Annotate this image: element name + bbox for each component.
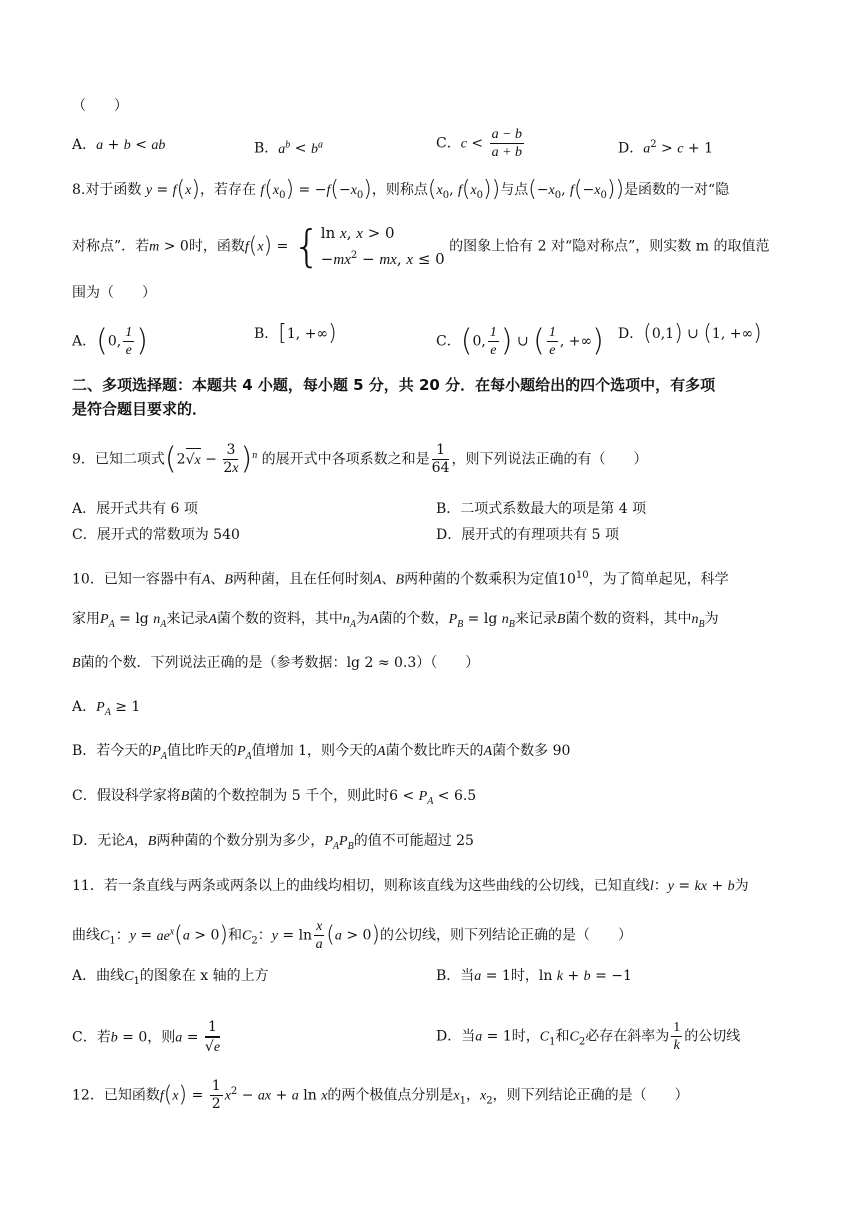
section-heading: 二、多项选择题：本题共 4 小题，每小题 5 分，共 20 分．在每小题给出的四个选项中，有多项 是符合题目要求的． xyxy=(72,376,716,418)
q8-option-d[interactable]: D．(0,1) ∪ (1, +∞) xyxy=(618,321,762,346)
q10-line-2: 家用$P_A = \lg n_A$来记录A菌个数的资料，其中$n_A$为A菌的个数，$P_B = \lg n_B$来记录B菌个数的资料，其中$n_B$为 xyxy=(72,611,719,630)
q7-option-b[interactable]: B．$a^b < b^a$ xyxy=(254,139,323,157)
q11-line-1: 11．若一条直线与两条或两条以上的曲线均相切，则称该直线为这些曲线的公切线，已知直线l：y = kx + b为 xyxy=(72,878,749,894)
q11-option-a[interactable]: A．曲线$C_1$的图象在 x 轴的上方 xyxy=(72,968,269,987)
q10-option-c[interactable]: C．假设科学家将B菌的个数控制为 5 千个，则此时$6 < P_A < 6.5$ xyxy=(72,788,477,807)
q7-option-d[interactable]: D．$a^2 > c + 1$ xyxy=(618,139,714,157)
q8-line-2: 对称点”．若m > 0时，函数f(x) = { ln x, x > 0 $-mx^2$ − mx, x ≤ 0 的图象上恰有 2 对“隐对称点”，则实数 m 的取值范 xyxy=(72,220,770,272)
q9-option-a[interactable]: A．展开式共有 6 项 xyxy=(72,501,198,517)
q10-option-d[interactable]: D．无论A，B两种菌的个数分别为多少，$P_AP_B$的值不可能超过 25 xyxy=(72,833,474,852)
q8-line-3: 围为（ ） xyxy=(72,285,156,301)
q9-option-b[interactable]: B．二项式系数最大的项是第 4 项 xyxy=(436,501,647,517)
q8-line-1: 8.对于函数 y = f(x)，若存在 $f(x_0) = -f(-x_0)$，则称点($x_0$, $f(x_0)$)与点($-x_0$, $f(-x_0)$)是函数的一对“隐 xyxy=(72,177,730,202)
q12-stem: 12．已知函数f(x) = $\frac{1}{2}$ $x^2$ − ax + a ln x的两个极值点分别是$x_1$，$x_2$，则下列结论正确的是（ ） xyxy=(72,1078,689,1112)
q7-option-a[interactable]: A．a + b < ab xyxy=(72,137,166,153)
q8-option-a[interactable]: A．(0, $\frac{1}{e}$ ) xyxy=(72,323,148,359)
fraction: $\frac{a - b}{a + b}$ xyxy=(491,127,523,160)
q11-line-2: 曲线$C_1$：$y = ae^x(a > 0)$和$C_2$：y = ln $\frac{x}{a}$ (a > 0)的公切线，则下列结论正确的是（ ） xyxy=(72,919,633,952)
q11-option-c[interactable]: C．若b = 0，则a = $\frac{1}{√e}$ xyxy=(72,1019,221,1055)
q7-option-c[interactable]: C．c < $\frac{a - b}{a + b}$ xyxy=(436,127,523,160)
q11-option-b[interactable]: B．当a = 1时，ln k + b = −1 xyxy=(436,968,632,984)
q11-option-d[interactable]: D．当a = 1时，$C_1$和$C_2$必存在斜率为 $\frac{1}{k}$ 的公切线 xyxy=(436,1020,741,1053)
q9-stem: 9．已知二项式(2√x − $\frac{3}{2x}$ )$^n$ 的展开式中各项系数之和是 $\frac{1}{64}$ ，则下列说法正确的有（ ） xyxy=(72,441,648,477)
q10-line-1: 10．已知一容器中有A、B两种菌，且在任何时刻A、B两种菌的个数乘积为定值$10^{10}$，为了简单起见，科学 xyxy=(72,570,729,588)
q8-option-b[interactable]: B．[1, +∞) xyxy=(254,321,337,346)
q8-option-c[interactable]: C．(0, $\frac{1}{e}$ ) ∪ ( $\frac{1}{e}$ , +∞) xyxy=(436,323,604,359)
q10-option-b[interactable]: B．若今天的$P_A$值比昨天的$P_A$值增加 1，则今天的A菌个数比昨天的A菌个数多 90 xyxy=(72,743,571,762)
q10-option-a[interactable]: A．$P_A \ge 1$ xyxy=(72,699,141,718)
q10-line-3: B菌的个数．下列说法正确的是（参考数据：lg 2 ≈ 0.3）（ ） xyxy=(72,655,480,671)
q9-option-c[interactable]: C．展开式的常数项为 540 xyxy=(72,527,240,543)
q9-option-d[interactable]: D．展开式的有理项共有 5 项 xyxy=(436,527,620,543)
q7-tail: （ ） xyxy=(72,98,128,114)
